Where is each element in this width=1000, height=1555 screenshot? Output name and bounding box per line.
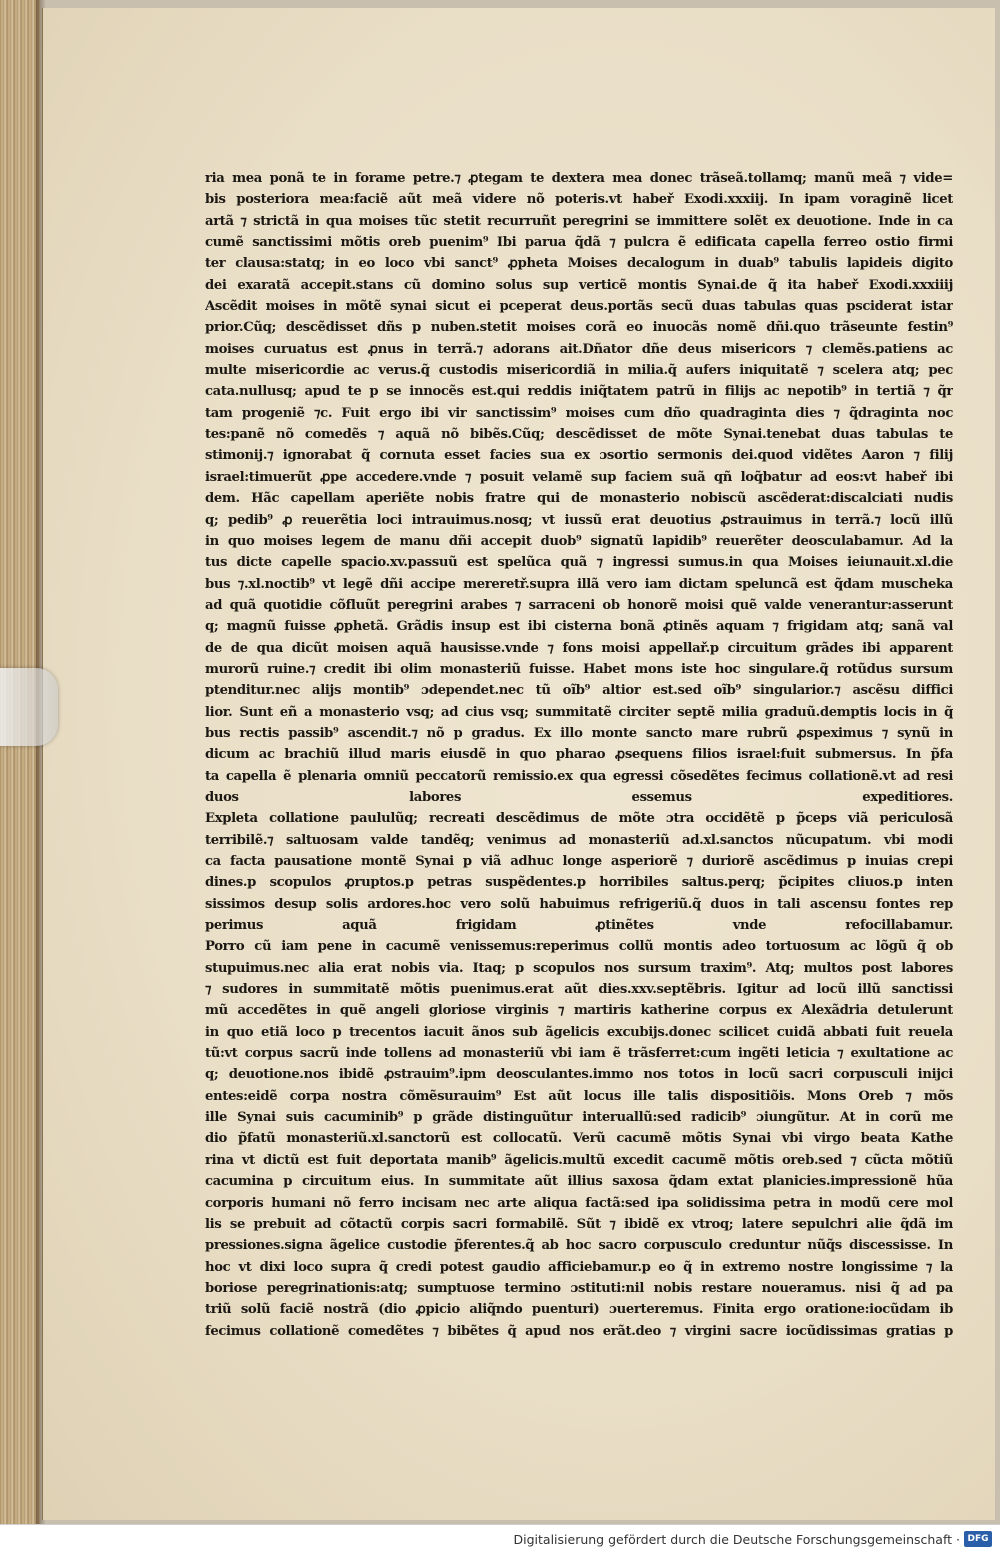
text-line: ille Synai suis cacuminib⁹ p grãde distinguũtur interuallũ:sed radicib⁹ ɔiungũtur. At in corũ me	[205, 1110, 953, 1126]
text-line: ria mea ponã te in forame petre.⁊ ꝓtegam te dextera mea donec trãseã.tollamq; manũ meã ⁊ vide=	[205, 171, 953, 186]
text-line: Ascẽdit moises in mõtẽ synai sicut ei pceperat deus.portãs secũ duas tabulas quas psciderat istar	[205, 299, 953, 315]
text-line: perimus aquã frigidam ꝓtinẽtes vnde refocillabamur.	[205, 918, 953, 934]
text-line: stupuimus.nec alia erat nobis via. Itaq; p scopulos nos sursum traxim⁹. Atq; multos post labores	[205, 960, 953, 976]
text-line: in quo etiã loco p trecentos iacuit ãnos sub ãgelicis excubijs.donec scilicet cuidã abbati fuit reuela	[205, 1024, 953, 1040]
book-page-edges	[0, 0, 40, 1524]
text-line: mũ accedẽtes in quẽ angeli gloriose virginis ⁊ martiris katherine corpus ex Alexãdria detulerunt	[205, 1003, 953, 1019]
page-clip	[0, 668, 58, 746]
text-line: stimonij.⁊ ignorabat q̃ cornuta esset facies sua ex ɔsortio sermonis dei.quod vidẽtes Aaron ⁊ filij	[205, 448, 953, 464]
text-line: boriose peregrinationis:atq; sumptuose termino ɔstituti:nil nobis restare noueramus. nisi q̃ ad pa	[205, 1280, 953, 1296]
text-line: in quo moises legem de manu dñi accepit duob⁹ signatũ lapidib⁹ reuerẽter deosculabamur. Ad la	[205, 533, 953, 549]
text-line: q; deuotione.nos ibidẽ ꝓstrauim⁹.ipm deosculantes.immo nos totos in locũ sacri corpusculi inijci	[205, 1067, 953, 1083]
text-line: corporis humani nõ ferro incisam nec arte aliqua factã:sed ipa solidissima petra in modũ cere mol	[205, 1195, 953, 1211]
text-line: tam progeniẽ ⁊c. Fuit ergo ibi vir sanctissim⁹ moises cum dño quadraginta dies ⁊ q̃draginta noc	[205, 405, 953, 421]
text-line: cacumina p circuitum eius. In summitate aũt illius saxosa q̃dam extat planicies.impressionẽ hũa	[205, 1174, 953, 1190]
text-line: hoc vt dixi loco supra q̃ credi potest gaudio afficiebamur.p eo q̃ in extremo nostre longissime ⁊ la	[205, 1259, 953, 1275]
text-line: dem. Hãc capellam aperiẽte nobis fratre qui de monasterio nobiscũ ascẽderat:discalciati nudis	[205, 491, 953, 507]
text-line: dicum ac brachiũ illud maris eiusdẽ in quo pharao ꝓsequens filios israel:fuit submersus. In p̃fa	[205, 747, 953, 763]
text-line: entes:eidẽ corpa nostra cõmẽsurauim⁹ Est aũt locus ille talis dispositiõis. Mons Oreb ⁊ mõs	[205, 1088, 953, 1104]
text-line: murorũ ruine.⁊ credit ibi olim monasteriũ fuisse. Habet mons iste hoc singulare.q̃ rotũdus sursum	[205, 661, 953, 677]
text-line: terribilẽ.⁊ saltuosam valde tandẽq; venimus ad monasteriũ ad.xl.sanctos nũcupatum. vbi modi	[205, 832, 953, 848]
text-line: tus dicte capelle spacio.xv.passuũ est spelũca quã ⁊ ingressi sumus.in qua Moises ieiunauit.xl.die	[205, 555, 953, 571]
text-line: pressiones.signa ãgelice custodie p̃ferentes.q̃ ab hoc sacro corpusculo creduntur nũq̃s discessisse. In	[205, 1238, 953, 1254]
text-line: ⁊ sudores in summitatẽ mõtis puenimus.erat aũt dies.xxv.septẽbris. Igitur ad locũ illũ sanctissi	[205, 982, 953, 998]
text-line: ad quã quotidie cõfluũt peregrini arabes ⁊ sarraceni ob honorẽ moisi quẽ valde venerantur:asserunt	[205, 597, 953, 613]
text-line: rina vt dictũ est fuit deportata manib⁹ ãgelicis.multũ excedit cacumẽ mõtis oreb.sed ⁊ cũcta mõtiũ	[205, 1152, 953, 1168]
text-line: ca facta pausatione montẽ Synai p viã adhuc longe asperiorẽ ⁊ duriorẽ ascẽdimus p inuias crepi	[205, 854, 953, 869]
text-line: ptenditur.nec alijs montib⁹ ɔdependet.nec tũ oĩb⁹ altior est.sed oĩb⁹ singularior.⁊ ascẽsu diffici	[205, 683, 953, 699]
text-line: prior.Cũq; descẽdisset dñs p nuben.stetit moises corã eo inuocãs nomẽ dñi.quo trãseunte festin⁹	[205, 320, 953, 336]
text-block	[205, 168, 953, 1342]
dfg-logo-icon: DFG	[964, 1531, 992, 1547]
text-line: dines.p scopulos ꝓruptos.p petras suspẽdentes.p horribiles saltus.perq; p̃cipites cliuos.p inten	[205, 875, 953, 891]
text-line: Porro cũ iam pene in cacumẽ venissemus:reperimus collũ montis adeo tortuosum ac lõgũ q̃ ob	[205, 939, 953, 955]
footer-bar	[0, 1524, 1000, 1555]
text-line: artã ⁊ strictã in qua moises tũc stetit recurruñt peregrini se immittere solẽt ex deuotione. Inde in ca	[205, 213, 953, 229]
text-line: bus rectis passib⁹ ascendit.⁊ nõ p gradus. Ex illo monte sancto mare rubrũ ꝓspeximus ⁊ synũ in	[205, 725, 953, 741]
text-line: cata.nullusq; apud te p se innocẽs est.qui reddis iniq̃tatem patrũ in filijs ac nepotib⁹ in tertiã ⁊ q̃r	[205, 384, 953, 400]
text-line: moises curuatus est ꝓnus in terrã.⁊ adorans ait.Dñator dñe deus misericors ⁊ clemẽs.patiens ac	[205, 341, 953, 357]
book-page	[42, 8, 995, 1520]
footer-credit: Digitalisierung gefördert durch die Deutsche Forschungsgemeinschaft ·	[513, 1532, 960, 1547]
text-line: triũ solũ faciẽ nostrã (dio ꝓpicio aliq̃ndo puenturi) ɔuerteremus. Finita ergo oratione:iocũdam ib	[205, 1302, 953, 1318]
text-line: israel:timuerũt ꝓpe accedere.vnde ⁊ posuit velamẽ sup faciem suã qñ loq̃batur ad eos:vt habeř ibi	[205, 469, 953, 485]
text-line: fecimus collationẽ comedẽtes ⁊ bibẽtes q̃ apud nos erãt.deo ⁊ virgini sacre iocũdissimas gratias p	[205, 1323, 953, 1339]
text-line: duos labores essemus expeditiores.	[205, 789, 953, 805]
text-line: cumẽ sanctissimi mõtis oreb puenim⁹ Ibi parua q̃dã ⁊ pulcra ẽ edificata capella ferreo ostio firmi	[205, 235, 953, 251]
text-line: q; magnũ fuisse ꝓphetã. Grãdis insup est ibi cisterna bonã ꝓtinẽs aquam ⁊ frigidam atq; sanã val	[205, 619, 953, 635]
text-line: de de qua dicũt moisen aquã hausisse.vnde ⁊ fons moisi appellař.p circuitum grãdes ibi apparent	[205, 640, 953, 656]
text-line: dio p̃fatũ monasteriũ.xl.sanctorũ est collocatũ. Verũ cacumẽ mõtis Synai vbi virgo beata Kathe	[205, 1131, 953, 1147]
text-line: bis posteriora mea:faciẽ aũt meã videre nõ poteris.vt habeř Exodi.xxxiij. In ipam voraginẽ licet	[205, 192, 953, 208]
text-line: lis se prebuit ad cõtactũ corpis sacri formabilẽ. Sũt ⁊ ibidẽ ex vtroq; latere sepulchri alie q̃dã im	[205, 1216, 953, 1232]
text-line: multe misericordie ac verus.q̃ custodis misericordiã in milia.q̃ aufers iniquitatẽ ⁊ scelera atq; pec	[205, 363, 953, 379]
text-line: sissimos desup solis ardores.hoc vero solũ habuimus refrigeriũ.q̃ duos in tali ascensu fontes rep	[205, 896, 953, 912]
text-line: ta capella ẽ plenaria omniũ peccatorũ remissio.ex qua egressi cõsedẽtes fecimus collationẽ.vt ad resi	[205, 768, 953, 784]
text-line: q; pedib⁹ ꝓ reuerẽtia loci intrauimus.nosq; vt iussũ erat deuotius ꝓstrauimus in terrã.⁊ locũ illũ	[205, 512, 953, 528]
text-line: tes:panẽ nõ comedẽs ⁊ aquã nõ bibẽs.Cũq; descẽdisset de mõte Synai.tenebat duas tabulas te	[205, 427, 953, 443]
text-line: Expleta collatione paululũq; recreati descẽdimus de mõte ɔtra occidẽtẽ p p̃ceps viã periculosã	[205, 811, 953, 827]
text-line: lior. Sunt eñ a monasterio vsq; ad cius vsq; summitatẽ circiter septẽ milia graduũ.demptis locis in q̃	[205, 704, 953, 720]
text-line: tũ:vt corpus sacrũ inde tollens ad monasteriũ vbi iam ẽ trãsferret:cum ingẽti leticia ⁊ exultatione ac	[205, 1046, 953, 1062]
text-line: ter clausa:statq; in eo loco vbi sanct⁹ ꝓpheta Moises decalogum in duab⁹ tabulis lapideis digito	[205, 256, 953, 272]
text-line: dei exaratã accepit.stans cũ domino solus sup verticẽ montis Synai.de q̃ ita habeř Exodi.xxxiiij	[205, 277, 953, 293]
text-line: bus ⁊.xl.noctib⁹ vt legẽ dñi accipe mereretř.supra illã vero iam dictam speluncã est q̃dam muscheka	[205, 576, 953, 592]
